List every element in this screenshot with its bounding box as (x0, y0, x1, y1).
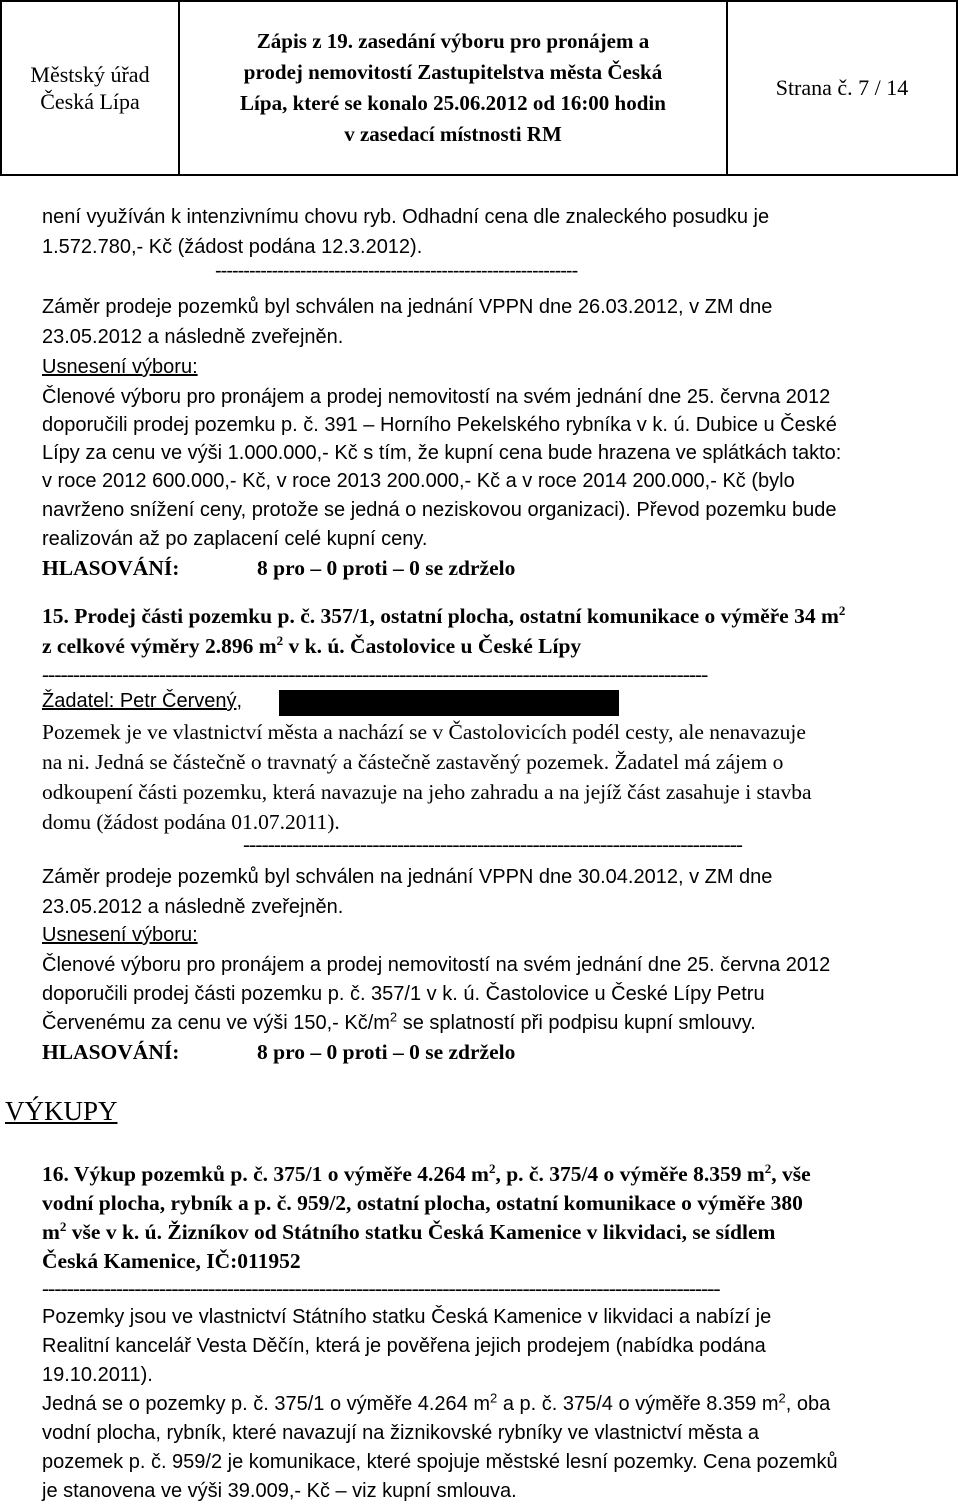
title-line-3: Lípa, které se konalo 25.06.2012 od 16:00 hodin (240, 91, 666, 115)
superscript: 2 (764, 1160, 772, 1176)
header-page-number (728, 2, 956, 174)
text-part: a p. č. 375/4 o výměře 8.359 m (497, 1393, 779, 1415)
text-part: se splatností při podpisu kupní smlouvy. (397, 1012, 756, 1034)
text-line: domu (žádost podána 01.07.2011). (42, 810, 340, 834)
text-line: pozemek p. č. 959/2 je komunikace, které spojuje městské lesní pozemky. Cena pozemků (42, 1451, 838, 1473)
text-line: na ni. Jedná se částečně o travnatý a částečně zastavěný pozemek. Žadatel má zájem o (42, 750, 784, 774)
text-line: Realitní kancelář Vesta Děčín, která je pověřena jejich prodejem (nabídka podána (42, 1335, 766, 1357)
text-line: doporučili prodej pozemku p. č. 391 – Horního Pekelského rybníka v k. ú. Dubice u České (42, 414, 837, 436)
separator: --------------------------------------------------------------------------------- (243, 832, 742, 856)
title-line-1: Zápis z 19. zasedání výboru pro pronájem a (256, 29, 650, 53)
section-title-text: , p. č. 375/4 o výměře 8.359 m (495, 1162, 765, 1186)
superscript: 2 (389, 1009, 398, 1025)
text-line: Členové výboru pro pronájem a prodej nemovitostí na svém jednání dne 25. června 2012 (42, 954, 831, 976)
vote-result: 8 pro – 0 proti – 0 se zdrželo (257, 556, 516, 580)
text-line: realizován až po zaplacení celé kupní ceny. (42, 528, 428, 550)
section-title: vodní plocha, rybník a p. č. 959/2, ostatní plocha, ostatní komunikace o výměře 380 (42, 1191, 803, 1215)
page-label: Strana č. 7 / 14 (775, 75, 909, 100)
separator: ---------------------------------------------------------------- (215, 260, 578, 282)
text-line: 23.05.2012 a následně zveřejněn. (42, 896, 344, 918)
section-title-text: z celkové výměry 2.896 m (42, 634, 277, 658)
section-title-text: vše v k. ú. Žizníkov od Státního statku Česká Kamenice v likvidaci, se sídlem (66, 1220, 776, 1244)
text-line: 19.10.2011). (42, 1364, 153, 1386)
superscript: 2 (778, 1390, 786, 1406)
vote-result: 8 pro – 0 proti – 0 se zdrželo (257, 1040, 516, 1064)
chapter-heading: VÝKUPY (5, 1096, 118, 1126)
text-line: Záměr prodeje pozemků byl schválen na jednání VPPN dne 30.04.2012, v ZM dne (42, 866, 773, 888)
title-line-4: v zasedací místnosti RM (344, 122, 562, 146)
separator: -------------------------------------------------------------------------------------------------------------- (42, 1276, 720, 1300)
text-line (42, 1009, 756, 1035)
section-title (42, 1220, 775, 1245)
section-title-text: m (42, 1220, 60, 1244)
text-part: Jedná se o pozemky p. č. 375/1 o výměře 4.264 m (42, 1393, 491, 1415)
section-title (42, 1162, 811, 1187)
redaction-block (279, 690, 619, 716)
text-line: je stanovena ve výši 39.009,- Kč – viz kupní smlouva. (42, 1480, 517, 1502)
text-line: Pozemky jsou ve vlastnictví Státního statku Česká Kamenice v likvidaci a nabízí je (42, 1306, 772, 1328)
text-line: doporučili prodej části pozemku p. č. 357/1 v k. ú. Častolovice u České Lípy Petru (42, 983, 765, 1005)
resolution-label: Usnesení výboru: (42, 924, 198, 946)
text-line: navrženo snížení ceny, protože se jedná o neziskovou organizaci). Převod pozemku bude (42, 499, 837, 521)
text-line: Členové výboru pro pronájem a prodej nemovitostí na svém jednání dne 25. června 2012 (42, 386, 831, 408)
section-title: Česká Kamenice, IČ:011952 (42, 1249, 301, 1273)
superscript: 2 (490, 1390, 498, 1406)
text-part: , oba (785, 1393, 831, 1415)
header-title (180, 2, 728, 174)
superscript: 2 (59, 1218, 67, 1234)
text-line: Lípy za cenu ve výši 1.000.000,- Kč s tím, že kupní cena bude hrazena ve splátkách takto: (42, 442, 842, 464)
section-title-text: 16. Výkup pozemků p. č. 375/1 o výměře 4.264 m (42, 1162, 489, 1186)
title-line-2: prodej nemovitostí Zastupitelstva města Česká (243, 60, 663, 84)
section-title (42, 634, 581, 659)
superscript: 2 (488, 1160, 496, 1176)
text-part: Červenému za cenu ve výši 150,- Kč/m (42, 1012, 390, 1034)
section-title-text: 15. Prodej části pozemku p. č. 357/1, ostatní plocha, ostatní komunikace o výměře 34 m (42, 604, 839, 628)
superscript: 2 (276, 632, 284, 648)
header-office (2, 2, 180, 174)
text-line: 23.05.2012 a následně zveřejněn. (42, 326, 344, 348)
vote-label: HLASOVÁNÍ: (42, 1040, 180, 1064)
section-title (42, 604, 845, 629)
applicant-line: Žadatel: Petr Červený, (42, 690, 243, 712)
text-line: 1.572.780,- Kč (žádost podána 12.3.2012). (42, 236, 423, 258)
section-title-text: v k. ú. Častolovice u České Lípy (283, 634, 582, 658)
office-line-2: Česká Lípa (40, 89, 140, 114)
office-line-1: Městský úřad (30, 62, 150, 87)
resolution-label: Usnesení výboru: (42, 356, 198, 378)
text-line: odkoupení části pozemku, která navazuje na jeho zahradu a na jejíž část zasahuje i stavba (42, 780, 812, 804)
text-line (42, 1390, 831, 1416)
text-line: vodní plocha, rybník, které navazují na žiznikovské rybníky ve vlastnictví města a (42, 1422, 759, 1444)
superscript: 2 (838, 602, 846, 618)
separator: ------------------------------------------------------------------------------------------------------------ (42, 662, 708, 686)
vote-label: HLASOVÁNÍ: (42, 556, 180, 580)
text-line: Záměr prodeje pozemků byl schválen na jednání VPPN dne 26.03.2012, v ZM dne (42, 296, 773, 318)
text-line: v roce 2012 600.000,- Kč, v roce 2013 200.000,- Kč a v roce 2014 200.000,- Kč (bylo (42, 470, 795, 492)
text-line: není využíván k intenzivnímu chovu ryb. Odhadní cena dle znaleckého posudku je (42, 206, 770, 228)
text-line: Pozemek je ve vlastnictví města a nachází se v Častolovicích podél cesty, ale nenavazuje (42, 720, 806, 744)
page-header (0, 0, 958, 176)
section-title-text: , vše (771, 1162, 811, 1186)
